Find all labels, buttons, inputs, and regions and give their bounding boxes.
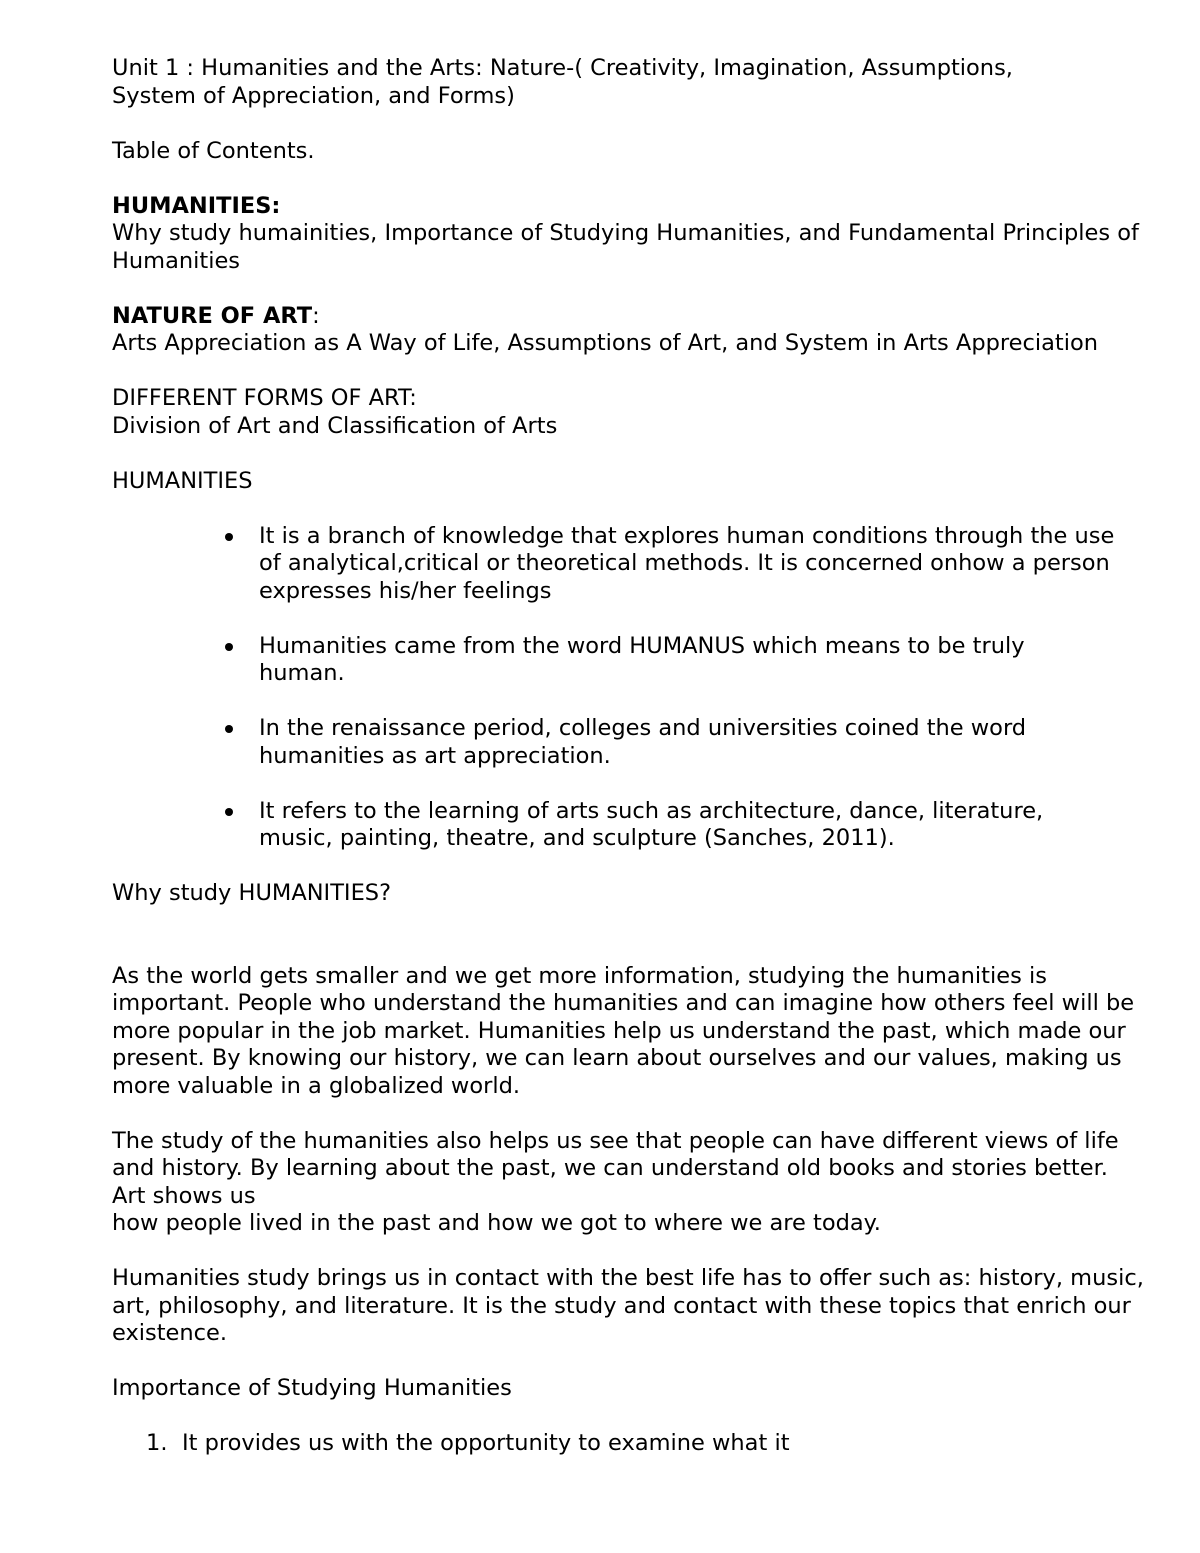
toc-humanities (112, 193, 1145, 276)
toc-nature-label: NATURE OF ART (112, 302, 313, 329)
toc-humanities-label: HUMANITIES: (112, 192, 281, 219)
toc-forms-label: DIFFERENT FORMS OF ART: (112, 385, 417, 411)
importance-numbered-list (112, 1430, 1145, 1458)
list-item-text: It is a branch of knowledge that explores human conditions through the use of analytical,critical or theoretical methods. It is concerned onhow a person expresses his/her feelings (259, 522, 1115, 604)
toc-humanities-text: Why study humainities, Importance of Studying Humanities, and Fundamental Principles of Humanities (112, 220, 1139, 274)
list-item-text: Humanities came from the word HUMANUS which means to be truly human. (259, 632, 1025, 686)
bullet-icon (225, 725, 233, 733)
list-item-text: It refers to the learning of arts such as architecture, dance, literature, music, painting, theatre, and sculpture (Sanches, 2011). (259, 797, 1044, 851)
toc-forms-text: Division of Art and Classification of Arts (112, 412, 558, 439)
toc-nature-colon: : (312, 302, 320, 329)
toc-forms-of-art (112, 385, 1145, 440)
title-line-2: System of Appreciation, and Forms) (112, 82, 515, 109)
list-item (146, 1430, 1145, 1458)
why-paragraph-2-line-2: how people lived in the past and how we got to where we are today. (112, 1210, 881, 1236)
why-paragraph-1: As the world gets smaller and we get more information, studying the humanities is important. People who understand the humanities and can imagine how others feel will be more popular in the job market. Humanities help us understand the past, which made our present. By knowing our history, we can learn about ourselves and our values, making us more valuable in a globalized world. (112, 962, 1135, 1099)
toc-nature-text: Arts Appreciation as A Way of Life, Assumptions of Art, and System in Arts Appreciation (112, 330, 1099, 356)
humanities-bullet-list (112, 523, 1145, 853)
list-item (259, 633, 1145, 688)
why-study-heading: Why study HUMANITIES? (112, 880, 392, 906)
document-title (112, 55, 1145, 110)
importance-heading: Importance of Studying Humanities (112, 1375, 512, 1401)
why-paragraph-3: Humanities study brings us in contact with the best life has to offer such as: history, music, art, philosophy, and literature. It is the study and contact with these topics that enrich our existence. (112, 1265, 1144, 1346)
title-line-1: Unit 1 : Humanities and the Arts: Nature-( Creativity, Imagination, Assumptions, (112, 55, 1013, 81)
list-item-text: It provides us with the opportunity to examine what it (182, 1430, 790, 1456)
why-paragraph-2-line-1: The study of the humanities also helps us see that people can have different views of life and history. By learning about the past, we can understand old books and stories better. Art shows us (112, 1127, 1119, 1209)
list-item (259, 798, 1145, 853)
toc-heading: Table of Contents. (112, 137, 315, 164)
bullet-icon (225, 643, 233, 651)
bullet-icon (225, 808, 233, 816)
humanities-heading: HUMANITIES (112, 467, 253, 494)
list-item (259, 715, 1145, 770)
bullet-icon (225, 533, 233, 541)
toc-nature-of-art (112, 303, 1145, 358)
why-paragraph-2 (112, 1128, 1145, 1238)
list-item-text: In the renaissance period, colleges and universities coined the word humanities as art appreciation. (259, 715, 1027, 769)
list-item (259, 523, 1145, 606)
list-item-number: 1. (146, 1430, 168, 1456)
